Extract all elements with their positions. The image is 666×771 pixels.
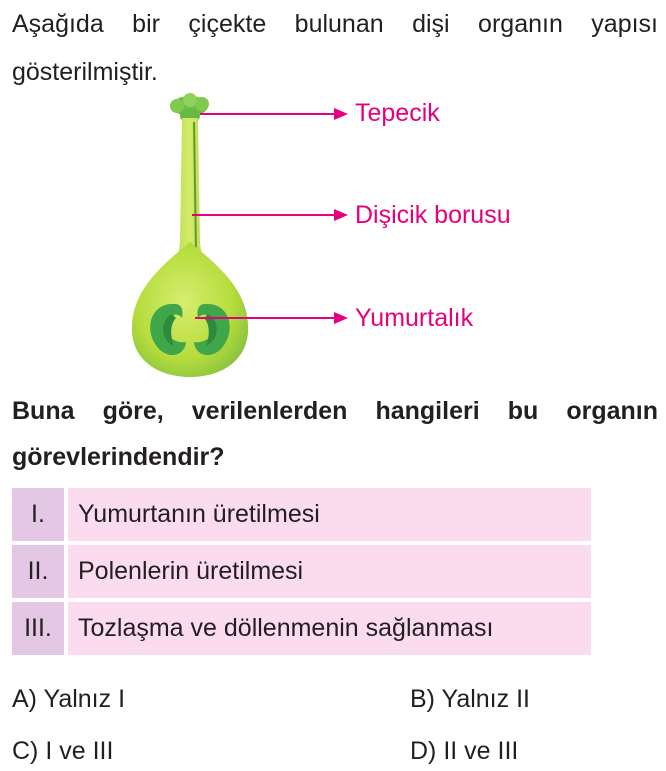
statement-row [12, 602, 591, 655]
question-line-1: Buna göre, verilenlerden hangileri bu organın [12, 397, 658, 425]
statement-text: Yumurtanın üretilmesi [68, 488, 591, 541]
pistil-illustration [120, 92, 640, 382]
label-style: Dişicik borusu [355, 201, 511, 229]
question-line-2: görevlerindendir? [12, 443, 225, 471]
question-stem [12, 388, 658, 480]
option-d[interactable]: D) II ve III [410, 737, 519, 765]
ovary-shape [132, 242, 248, 377]
statement-row [12, 545, 591, 598]
statement-row [12, 488, 591, 541]
statement-text: Tozlaşma ve döllenmenin sağlanması [68, 602, 591, 655]
statement-number: I. [12, 488, 64, 541]
statement-text: Polenlerin üretilmesi [68, 545, 591, 598]
option-a[interactable]: A) Yalnız I [12, 685, 126, 713]
statement-number: II. [12, 545, 64, 598]
intro-line-1: Aşağıda bir çiçekte bulunan dişi organın yapısı [12, 10, 658, 38]
question-intro [12, 0, 658, 96]
statements-table [12, 488, 591, 659]
pistil-diagram [120, 92, 640, 382]
option-b[interactable]: B) Yalnız II [410, 685, 530, 713]
label-ovary: Yumurtalık [355, 304, 474, 332]
label-stigma: Tepecik [355, 99, 440, 127]
statement-number: III. [12, 602, 64, 655]
intro-line-2: gösterilmiştir. [12, 58, 158, 86]
option-c[interactable]: C) I ve III [12, 737, 114, 765]
